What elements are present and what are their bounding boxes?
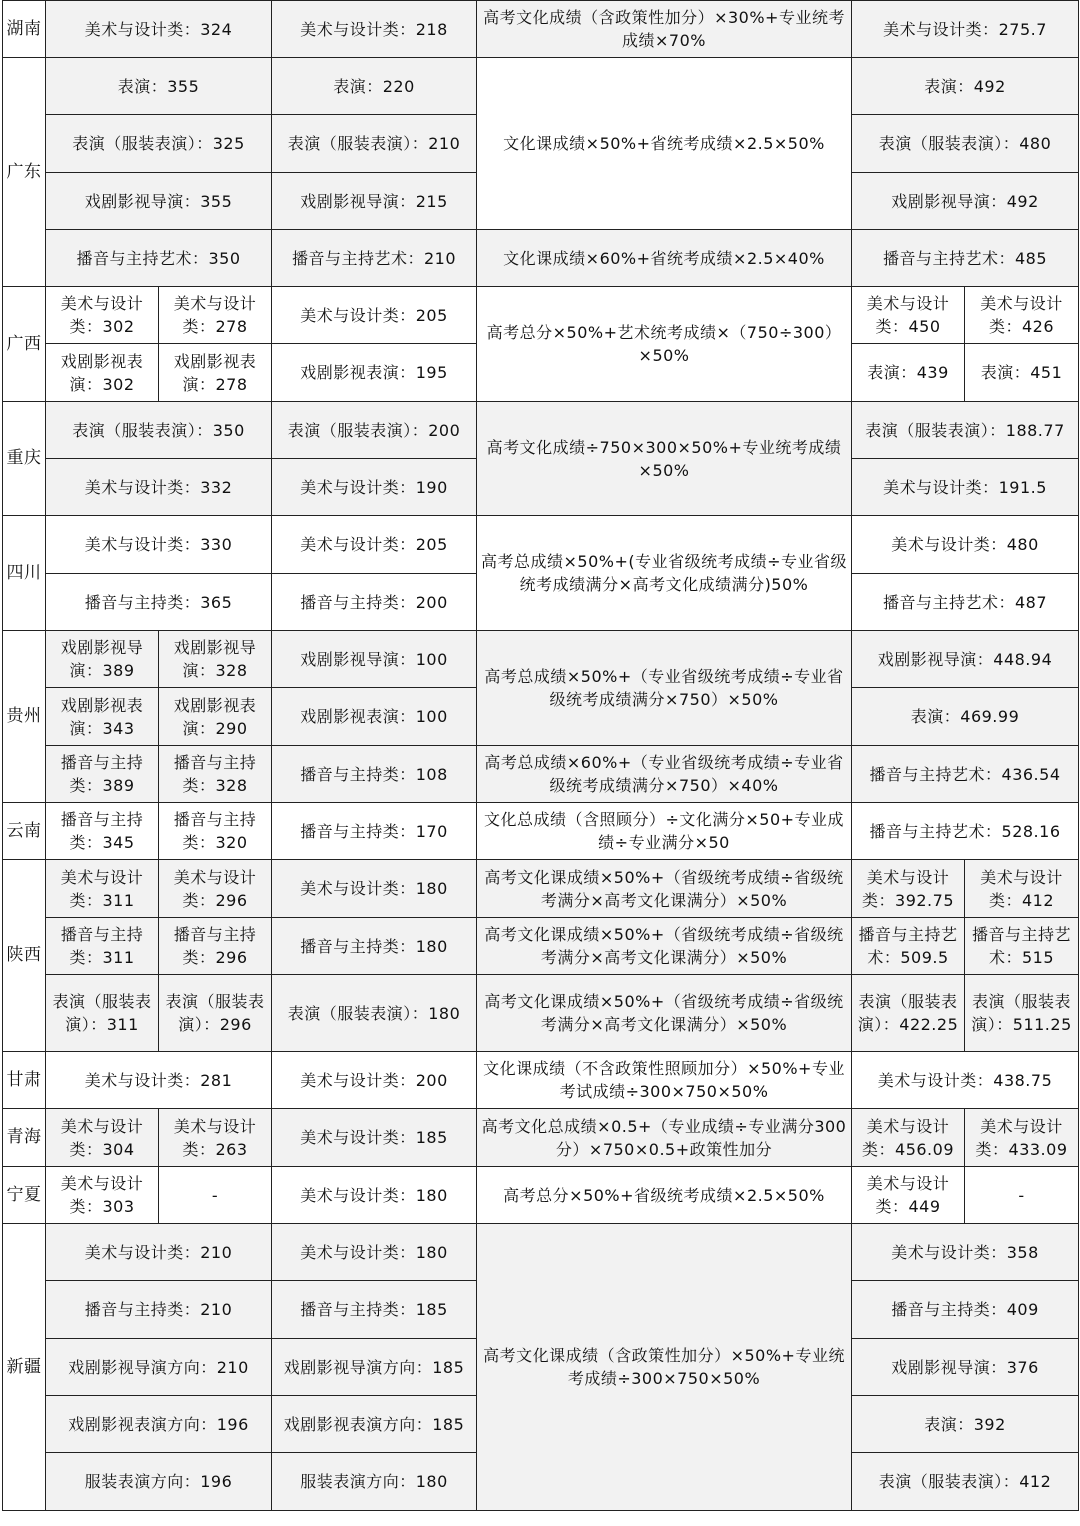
formula-cell: 高考文化课成绩×50%+（省级统考成绩÷省级统考满分×高考文化课满分）×50% bbox=[477, 975, 852, 1052]
province-cell: 宁夏 bbox=[3, 1167, 46, 1224]
admission-score-cell: 戏剧影视导演：448.94 bbox=[852, 631, 1079, 688]
admission-score-cell: 表演（服装表演）：188.77 bbox=[852, 402, 1079, 459]
province-cell: 广西 bbox=[3, 287, 46, 402]
formula-cell: 高考文化课成绩×50%+（省级统考成绩÷省级统考满分×高考文化课满分）×50% bbox=[477, 918, 852, 975]
cut-score-cell: 播音与主持艺术：350 bbox=[46, 230, 272, 287]
admission-score-cell: 播音与主持艺术：436.54 bbox=[852, 746, 1079, 803]
cut-score-cell: 播音与主持类：345 bbox=[46, 803, 159, 860]
cut-score-cell: 戏剧影视表演方向：196 bbox=[46, 1396, 272, 1453]
cut-score-cell: 表演（服装表演）：180 bbox=[272, 975, 477, 1052]
admission-score-cell: 美术与设计类：450 bbox=[852, 287, 965, 344]
admission-score-cell: 播音与主持艺术：528.16 bbox=[852, 803, 1079, 860]
cut-score-cell: 美术与设计类：330 bbox=[46, 516, 272, 574]
admission-score-cell: 美术与设计类：275.7 bbox=[852, 1, 1079, 58]
cut-score-cell: 表演：355 bbox=[46, 58, 272, 115]
cut-score-cell: 戏剧影视导演方向：185 bbox=[272, 1339, 477, 1396]
admission-score-cell: 表演：469.99 bbox=[852, 688, 1079, 746]
table-row bbox=[3, 803, 1079, 860]
admission-score-cell: 表演：439 bbox=[852, 344, 965, 402]
province-cell: 陕西 bbox=[3, 860, 46, 1052]
formula-cell: 文化课成绩×50%+省统考成绩×2.5×50% bbox=[477, 58, 852, 230]
admission-score-table bbox=[2, 0, 1079, 1511]
formula-cell: 高考文化课成绩（含政策性加分）×50%+专业统考成绩÷300×750×50% bbox=[477, 1224, 852, 1511]
cut-score-cell: 播音与主持类：200 bbox=[272, 574, 477, 631]
table-row bbox=[3, 402, 1079, 459]
cut-score-cell: 播音与主持类：170 bbox=[272, 803, 477, 860]
table-row bbox=[3, 1, 1079, 58]
province-cell: 云南 bbox=[3, 803, 46, 860]
admission-score-cell: 播音与主持艺术：485 bbox=[852, 230, 1079, 287]
cut-score-cell: 表演（服装表演）：325 bbox=[46, 115, 272, 173]
cut-score-cell: 戏剧影视表演：343 bbox=[46, 688, 159, 746]
admission-score-cell: 美术与设计类：456.09 bbox=[852, 1109, 965, 1167]
cut-score-cell: 播音与主持类：365 bbox=[46, 574, 272, 631]
cut-score-cell: 美术与设计类：200 bbox=[272, 1052, 477, 1109]
admission-score-cell: 表演（服装表演）：412 bbox=[852, 1453, 1079, 1511]
cut-score-cell: 播音与主持类：108 bbox=[272, 746, 477, 803]
formula-cell: 高考总成绩×50%+（专业省级统考成绩÷专业省级统考成绩满分×750）×50% bbox=[477, 631, 852, 746]
cut-score-cell: 戏剧影视导演：100 bbox=[272, 631, 477, 688]
table-row bbox=[3, 631, 1079, 688]
admission-score-cell: 播音与主持艺术：487 bbox=[852, 574, 1079, 631]
cut-score-cell: 表演：220 bbox=[272, 58, 477, 115]
table-row bbox=[3, 975, 1079, 1052]
cut-score-cell: 播音与主持类：185 bbox=[272, 1281, 477, 1339]
formula-cell: 文化课成绩（不含政策性照顾加分）×50%+专业考试成绩÷300×750×50% bbox=[477, 1052, 852, 1109]
cut-score-cell: 美术与设计类：210 bbox=[46, 1224, 272, 1281]
admission-score-cell: 美术与设计类：426 bbox=[965, 287, 1079, 344]
cut-score-cell: 美术与设计类：304 bbox=[46, 1109, 159, 1167]
cut-score-cell: 表演（服装表演）：296 bbox=[159, 975, 272, 1052]
formula-cell: 高考总分×50%+省级统考成绩×2.5×50% bbox=[477, 1167, 852, 1224]
admission-score-cell: 美术与设计类：191.5 bbox=[852, 459, 1079, 516]
admission-score-cell: 美术与设计类：433.09 bbox=[965, 1109, 1079, 1167]
cut-score-cell: 播音与主持艺术：210 bbox=[272, 230, 477, 287]
formula-cell: 高考文化课成绩×50%+（省级统考成绩÷省级统考满分×高考文化课满分）×50% bbox=[477, 860, 852, 918]
cut-score-cell: 播音与主持类：320 bbox=[159, 803, 272, 860]
province-cell: 青海 bbox=[3, 1109, 46, 1167]
formula-cell: 高考总成绩×60%+（专业省级统考成绩÷专业省级统考成绩满分×750）×40% bbox=[477, 746, 852, 803]
cut-score-cell: 播音与主持类：389 bbox=[46, 746, 159, 803]
cut-score-cell: 播音与主持类：328 bbox=[159, 746, 272, 803]
admission-score-cell: 播音与主持类：409 bbox=[852, 1281, 1079, 1339]
cut-score-cell: 戏剧影视表演：195 bbox=[272, 344, 477, 402]
admission-score-cell: 表演（服装表演）：480 bbox=[852, 115, 1079, 173]
table-row bbox=[3, 1109, 1079, 1167]
cut-score-cell: 戏剧影视导演：389 bbox=[46, 631, 159, 688]
province-cell: 贵州 bbox=[3, 631, 46, 803]
cut-score-cell: 美术与设计类：332 bbox=[46, 459, 272, 516]
cut-score-cell: 表演（服装表演）：350 bbox=[46, 402, 272, 459]
cut-score-cell: 戏剧影视表演：290 bbox=[159, 688, 272, 746]
cut-score-cell: 美术与设计类：303 bbox=[46, 1167, 159, 1224]
cut-score-cell: 服装表演方向：196 bbox=[46, 1453, 272, 1511]
cut-score-cell: 美术与设计类：180 bbox=[272, 1224, 477, 1281]
cut-score-cell: 美术与设计类：302 bbox=[46, 287, 159, 344]
formula-cell: 高考总分×50%+艺术统考成绩×（750÷300）×50% bbox=[477, 287, 852, 402]
cut-score-cell: 美术与设计类：205 bbox=[272, 287, 477, 344]
admission-score-cell: 表演（服装表演）：422.25 bbox=[852, 975, 965, 1052]
admission-score-cell: - bbox=[965, 1167, 1079, 1224]
province-cell: 新疆 bbox=[3, 1224, 46, 1511]
cut-score-cell: - bbox=[159, 1167, 272, 1224]
cut-score-cell: 美术与设计类：263 bbox=[159, 1109, 272, 1167]
province-cell: 四川 bbox=[3, 516, 46, 631]
cut-score-cell: 美术与设计类：180 bbox=[272, 860, 477, 918]
cut-score-cell: 美术与设计类：311 bbox=[46, 860, 159, 918]
table-row bbox=[3, 287, 1079, 344]
cut-score-cell: 美术与设计类：324 bbox=[46, 1, 272, 58]
cut-score-cell: 表演（服装表演）：311 bbox=[46, 975, 159, 1052]
cut-score-cell: 美术与设计类：190 bbox=[272, 459, 477, 516]
cut-score-cell: 戏剧影视导演：215 bbox=[272, 173, 477, 230]
admission-score-cell: 表演：492 bbox=[852, 58, 1079, 115]
cut-score-cell: 美术与设计类：281 bbox=[46, 1052, 272, 1109]
admission-score-cell: 美术与设计类：392.75 bbox=[852, 860, 965, 918]
cut-score-cell: 表演（服装表演）：210 bbox=[272, 115, 477, 173]
admission-score-cell: 美术与设计类：438.75 bbox=[852, 1052, 1079, 1109]
formula-cell: 文化总成绩（含照顾分）÷文化满分×50+专业成绩÷专业满分×50 bbox=[477, 803, 852, 860]
admission-score-cell: 播音与主持艺术：509.5 bbox=[852, 918, 965, 975]
admission-score-cell: 表演：451 bbox=[965, 344, 1079, 402]
admission-score-cell: 美术与设计类：358 bbox=[852, 1224, 1079, 1281]
province-cell: 湖南 bbox=[3, 1, 46, 58]
cut-score-cell: 美术与设计类：180 bbox=[272, 1167, 477, 1224]
admission-score-cell: 戏剧影视导演：376 bbox=[852, 1339, 1079, 1396]
formula-cell: 文化课成绩×60%+省统考成绩×2.5×40% bbox=[477, 230, 852, 287]
cut-score-cell: 美术与设计类：296 bbox=[159, 860, 272, 918]
cut-score-cell: 美术与设计类：185 bbox=[272, 1109, 477, 1167]
cut-score-cell: 戏剧影视导演：355 bbox=[46, 173, 272, 230]
table-row bbox=[3, 860, 1079, 918]
cut-score-cell: 美术与设计类：218 bbox=[272, 1, 477, 58]
cut-score-cell: 美术与设计类：205 bbox=[272, 516, 477, 574]
table-row bbox=[3, 1224, 1079, 1281]
cut-score-cell: 播音与主持类：311 bbox=[46, 918, 159, 975]
table-row bbox=[3, 918, 1079, 975]
table-row bbox=[3, 230, 1079, 287]
formula-cell: 高考文化总成绩×0.5+（专业成绩÷专业满分300分）×750×0.5+政策性加分 bbox=[477, 1109, 852, 1167]
cut-score-cell: 美术与设计类：278 bbox=[159, 287, 272, 344]
formula-cell: 高考总成绩×50%+(专业省级统考成绩÷专业省级统考成绩满分×高考文化成绩满分)50% bbox=[477, 516, 852, 631]
formula-cell: 高考文化成绩÷750×300×50%+专业统考成绩×50% bbox=[477, 402, 852, 516]
province-cell: 广东 bbox=[3, 58, 46, 287]
province-cell: 重庆 bbox=[3, 402, 46, 516]
cut-score-cell: 播音与主持类：210 bbox=[46, 1281, 272, 1339]
table-row bbox=[3, 58, 1079, 115]
admission-score-cell: 美术与设计类：412 bbox=[965, 860, 1079, 918]
admission-score-cell: 美术与设计类：480 bbox=[852, 516, 1079, 574]
table-row bbox=[3, 516, 1079, 574]
cut-score-cell: 戏剧影视表演：278 bbox=[159, 344, 272, 402]
admission-score-cell: 表演：392 bbox=[852, 1396, 1079, 1453]
cut-score-cell: 戏剧影视导演方向：210 bbox=[46, 1339, 272, 1396]
table-row bbox=[3, 1167, 1079, 1224]
admission-score-cell: 表演（服装表演）：511.25 bbox=[965, 975, 1079, 1052]
cut-score-cell: 戏剧影视表演：302 bbox=[46, 344, 159, 402]
admission-score-cell: 戏剧影视导演：492 bbox=[852, 173, 1079, 230]
table-row bbox=[3, 746, 1079, 803]
province-cell: 甘肃 bbox=[3, 1052, 46, 1109]
cut-score-cell: 表演（服装表演）：200 bbox=[272, 402, 477, 459]
cut-score-cell: 服装表演方向：180 bbox=[272, 1453, 477, 1511]
cut-score-cell: 戏剧影视表演方向：185 bbox=[272, 1396, 477, 1453]
cut-score-cell: 戏剧影视表演：100 bbox=[272, 688, 477, 746]
admission-score-cell: 播音与主持艺术：515 bbox=[965, 918, 1079, 975]
cut-score-cell: 播音与主持类：180 bbox=[272, 918, 477, 975]
cut-score-cell: 戏剧影视导演：328 bbox=[159, 631, 272, 688]
formula-cell: 高考文化成绩（含政策性加分）×30%+专业统考成绩×70% bbox=[477, 1, 852, 58]
cut-score-cell: 播音与主持类：296 bbox=[159, 918, 272, 975]
table-row bbox=[3, 1052, 1079, 1109]
admission-score-cell: 美术与设计类：449 bbox=[852, 1167, 965, 1224]
